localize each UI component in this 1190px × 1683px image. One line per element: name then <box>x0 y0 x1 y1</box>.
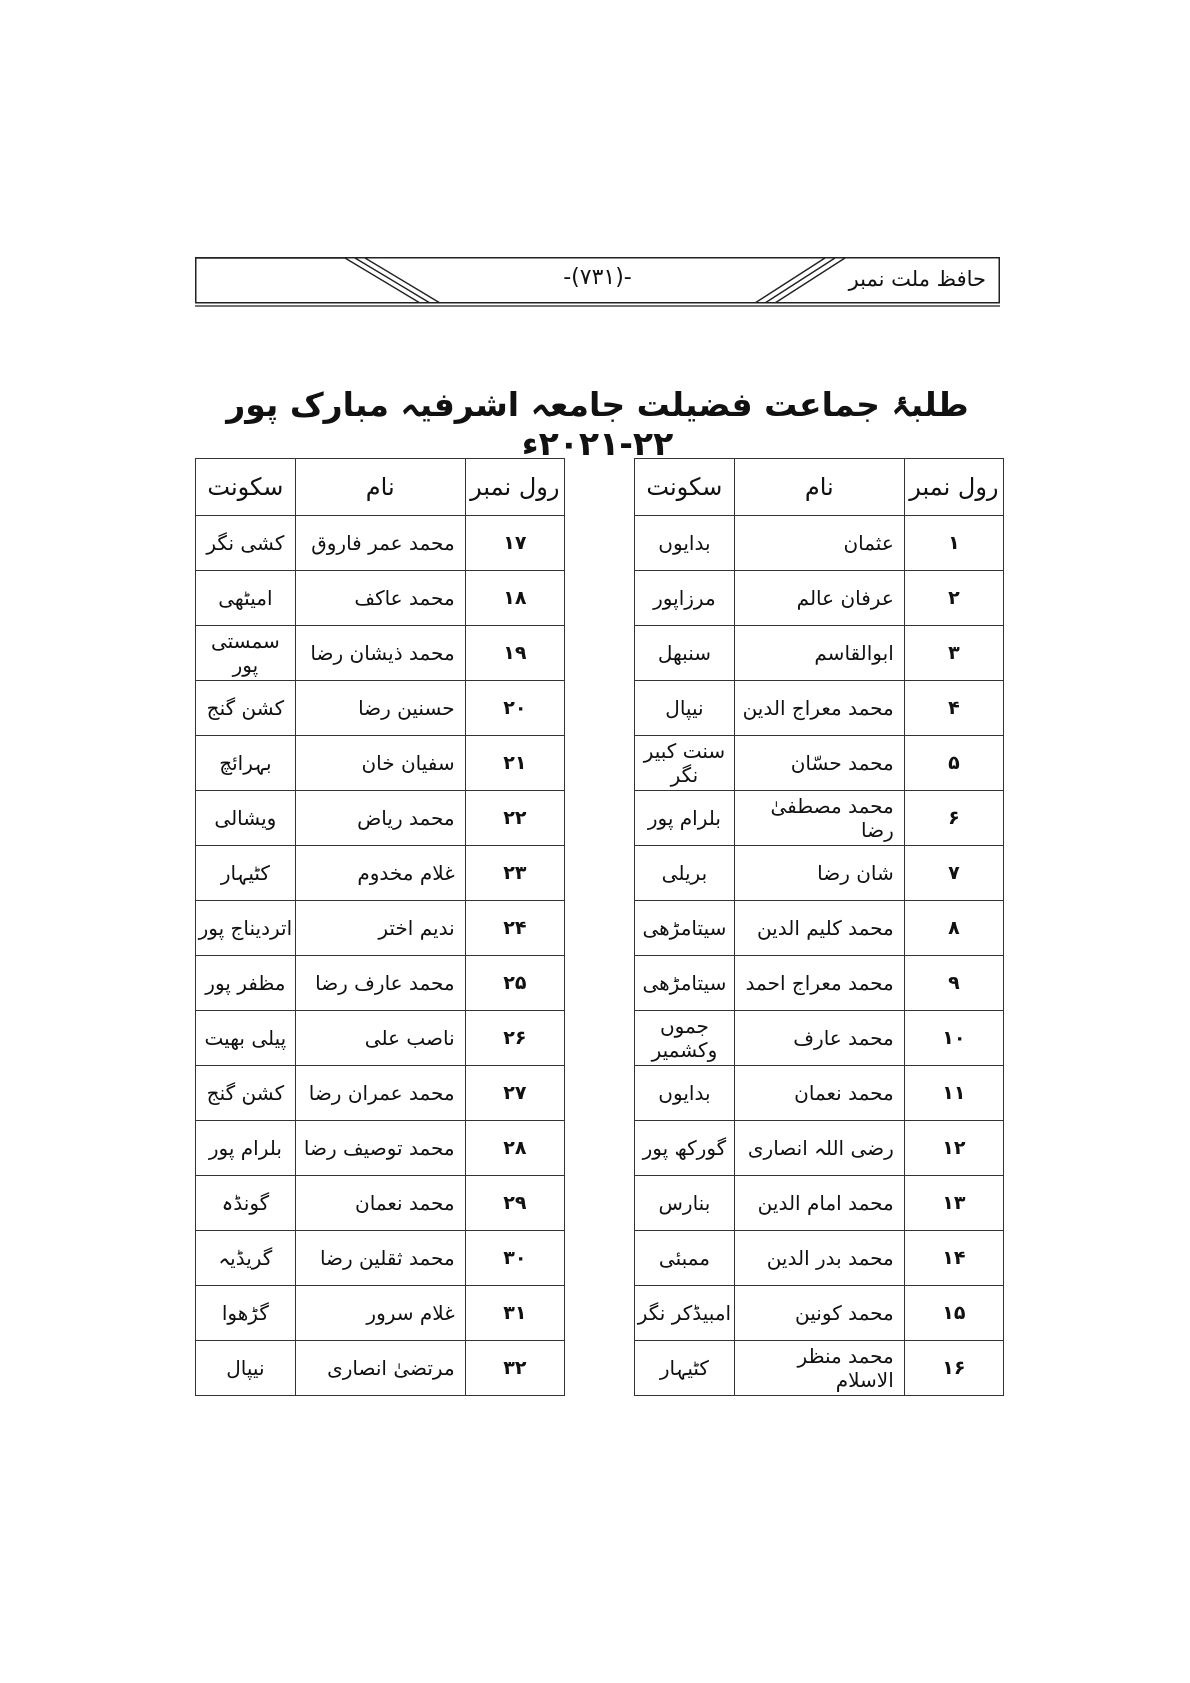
table-row <box>196 1066 565 1121</box>
roll-cell: ۲۵ <box>465 956 564 1011</box>
residence-cell: بدایوں <box>635 516 735 571</box>
table-row <box>635 516 1004 571</box>
roll-cell: ۲ <box>904 571 1003 626</box>
roll-cell: ۷ <box>904 846 1003 901</box>
name-cell: محمد حسّان <box>734 736 904 791</box>
name-cell: ندیم اختر <box>295 901 465 956</box>
table-row <box>635 1176 1004 1231</box>
roll-cell: ۲۹ <box>465 1176 564 1231</box>
residence-cell: امبیڈکر نگر <box>635 1286 735 1341</box>
running-header <box>195 257 1000 307</box>
residence-cell: سیتامڑھی <box>635 956 735 1011</box>
table-row <box>635 956 1004 1011</box>
roll-cell: ۳۱ <box>465 1286 564 1341</box>
column-header-residence: سکونت <box>196 459 296 516</box>
roll-cell: ۱۳ <box>904 1176 1003 1231</box>
roster-body-right <box>635 516 1004 1396</box>
roll-cell: ۱۴ <box>904 1231 1003 1286</box>
column-header-roll: رول نمبر <box>904 459 1003 516</box>
roster-body-left <box>196 516 565 1396</box>
name-cell: محمد مصطفیٰ رضا <box>734 791 904 846</box>
residence-cell: کٹیہار <box>196 846 296 901</box>
table-row <box>196 626 565 681</box>
roll-cell: ۲۰ <box>465 681 564 736</box>
table-header-row <box>196 459 565 516</box>
roll-cell: ۱۸ <box>465 571 564 626</box>
name-cell: حسنین رضا <box>295 681 465 736</box>
roll-cell: ۲۸ <box>465 1121 564 1176</box>
name-cell: عرفان عالم <box>734 571 904 626</box>
residence-cell: بہرائچ <box>196 736 296 791</box>
residence-cell: سیتامڑھی <box>635 901 735 956</box>
residence-cell: ممبئی <box>635 1231 735 1286</box>
name-cell: محمد منظر الاسلام <box>734 1341 904 1396</box>
table-row <box>635 736 1004 791</box>
roll-cell: ۱۹ <box>465 626 564 681</box>
name-cell: محمد ثقلین رضا <box>295 1231 465 1286</box>
residence-cell: ویشالی <box>196 791 296 846</box>
table-row <box>635 1231 1004 1286</box>
roll-cell: ۳ <box>904 626 1003 681</box>
residence-cell: اتردیناج پور <box>196 901 296 956</box>
table-row <box>196 846 565 901</box>
table-row <box>635 791 1004 846</box>
roll-cell: ۱۵ <box>904 1286 1003 1341</box>
roll-cell: ۲۱ <box>465 736 564 791</box>
residence-cell: سمستی پور <box>196 626 296 681</box>
name-cell: محمد نعمان <box>295 1176 465 1231</box>
table-row <box>635 681 1004 736</box>
name-cell: شان رضا <box>734 846 904 901</box>
roll-cell: ۱۱ <box>904 1066 1003 1121</box>
table-row <box>196 1121 565 1176</box>
table-row <box>635 1011 1004 1066</box>
table-row <box>196 681 565 736</box>
table-row <box>635 1121 1004 1176</box>
roster-table-left <box>195 458 565 1396</box>
residence-cell: کشی نگر <box>196 516 296 571</box>
name-cell: محمد معراج احمد <box>734 956 904 1011</box>
roll-cell: ۳۰ <box>465 1231 564 1286</box>
name-cell: ابوالقاسم <box>734 626 904 681</box>
table-row <box>635 1066 1004 1121</box>
name-cell: ناصب علی <box>295 1011 465 1066</box>
table-row <box>196 516 565 571</box>
roll-cell: ۱ <box>904 516 1003 571</box>
name-cell: محمد عاکف <box>295 571 465 626</box>
residence-cell: گڑھوا <box>196 1286 296 1341</box>
residence-cell: جموں وکشمیر <box>635 1011 735 1066</box>
residence-cell: کٹیہار <box>635 1341 735 1396</box>
table-row <box>635 626 1004 681</box>
name-cell: رضی اللہ انصاری <box>734 1121 904 1176</box>
residence-cell: نیپال <box>196 1341 296 1396</box>
running-title: حافظ ملت نمبر <box>848 267 986 291</box>
residence-cell: امیٹھی <box>196 571 296 626</box>
column-header-name: نام <box>734 459 904 516</box>
table-row <box>196 1286 565 1341</box>
roll-cell: ۴ <box>904 681 1003 736</box>
name-cell: غلام مخدوم <box>295 846 465 901</box>
name-cell: غلام سرور <box>295 1286 465 1341</box>
roll-cell: ۲۷ <box>465 1066 564 1121</box>
name-cell: محمد کونین <box>734 1286 904 1341</box>
residence-cell: بریلی <box>635 846 735 901</box>
table-row <box>635 571 1004 626</box>
name-cell: محمد عمر فاروق <box>295 516 465 571</box>
page-number: -(۷۳۱)- <box>563 265 632 290</box>
residence-cell: مظفر پور <box>196 956 296 1011</box>
residence-cell: بدایوں <box>635 1066 735 1121</box>
name-cell: محمد نعمان <box>734 1066 904 1121</box>
table-row <box>635 1341 1004 1396</box>
name-cell: محمد معراج الدین <box>734 681 904 736</box>
name-cell: محمد عمران رضا <box>295 1066 465 1121</box>
page-title: طلبۂ جماعت فضیلت جامعہ اشرفیہ مبارک پور ۲۲-۲۰۲۱ء <box>226 385 969 463</box>
name-cell: محمد کلیم الدین <box>734 901 904 956</box>
table-row <box>196 1176 565 1231</box>
column-header-roll: رول نمبر <box>465 459 564 516</box>
roster-table-right <box>634 458 1004 1396</box>
name-cell: محمد ذیشان رضا <box>295 626 465 681</box>
table-row <box>196 1341 565 1396</box>
roll-cell: ۲۳ <box>465 846 564 901</box>
name-cell: محمد امام الدین <box>734 1176 904 1231</box>
residence-cell: بلرام پور <box>635 791 735 846</box>
column-header-residence: سکونت <box>635 459 735 516</box>
roll-cell: ۸ <box>904 901 1003 956</box>
table-header-row <box>635 459 1004 516</box>
roll-cell: ۲۶ <box>465 1011 564 1066</box>
roll-cell: ۳۲ <box>465 1341 564 1396</box>
residence-cell: سنبھل <box>635 626 735 681</box>
name-cell: محمد بدر الدین <box>734 1231 904 1286</box>
name-cell: مرتضیٰ انصاری <box>295 1341 465 1396</box>
roll-cell: ۱۶ <box>904 1341 1003 1396</box>
roll-cell: ۱۰ <box>904 1011 1003 1066</box>
table-row <box>196 571 565 626</box>
roll-cell: ۲۴ <box>465 901 564 956</box>
residence-cell: پیلی بھیت <box>196 1011 296 1066</box>
residence-cell: بنارس <box>635 1176 735 1231</box>
table-row <box>196 1011 565 1066</box>
table-row <box>196 736 565 791</box>
name-cell: عثمان <box>734 516 904 571</box>
roll-cell: ۹ <box>904 956 1003 1011</box>
table-row <box>196 1231 565 1286</box>
residence-cell: سنت کبیر نگر <box>635 736 735 791</box>
table-row <box>635 1286 1004 1341</box>
roll-cell: ۵ <box>904 736 1003 791</box>
residence-cell: نیپال <box>635 681 735 736</box>
name-cell: محمد عارف <box>734 1011 904 1066</box>
name-cell: محمد عارف رضا <box>295 956 465 1011</box>
name-cell: محمد توصیف رضا <box>295 1121 465 1176</box>
residence-cell: مرزاپور <box>635 571 735 626</box>
residence-cell: گونڈہ <box>196 1176 296 1231</box>
table-row <box>196 901 565 956</box>
residence-cell: بلرام پور <box>196 1121 296 1176</box>
residence-cell: گورکھ پور <box>635 1121 735 1176</box>
roll-cell: ۱۷ <box>465 516 564 571</box>
table-row <box>635 846 1004 901</box>
residence-cell: کشن گنج <box>196 681 296 736</box>
column-header-name: نام <box>295 459 465 516</box>
table-row <box>196 791 565 846</box>
table-row <box>196 956 565 1011</box>
residence-cell: کشن گنج <box>196 1066 296 1121</box>
residence-cell: گریڈیہ <box>196 1231 296 1286</box>
roll-cell: ۱۲ <box>904 1121 1003 1176</box>
name-cell: سفیان خان <box>295 736 465 791</box>
name-cell: محمد ریاض <box>295 791 465 846</box>
table-row <box>635 901 1004 956</box>
roll-cell: ۶ <box>904 791 1003 846</box>
roll-cell: ۲۲ <box>465 791 564 846</box>
